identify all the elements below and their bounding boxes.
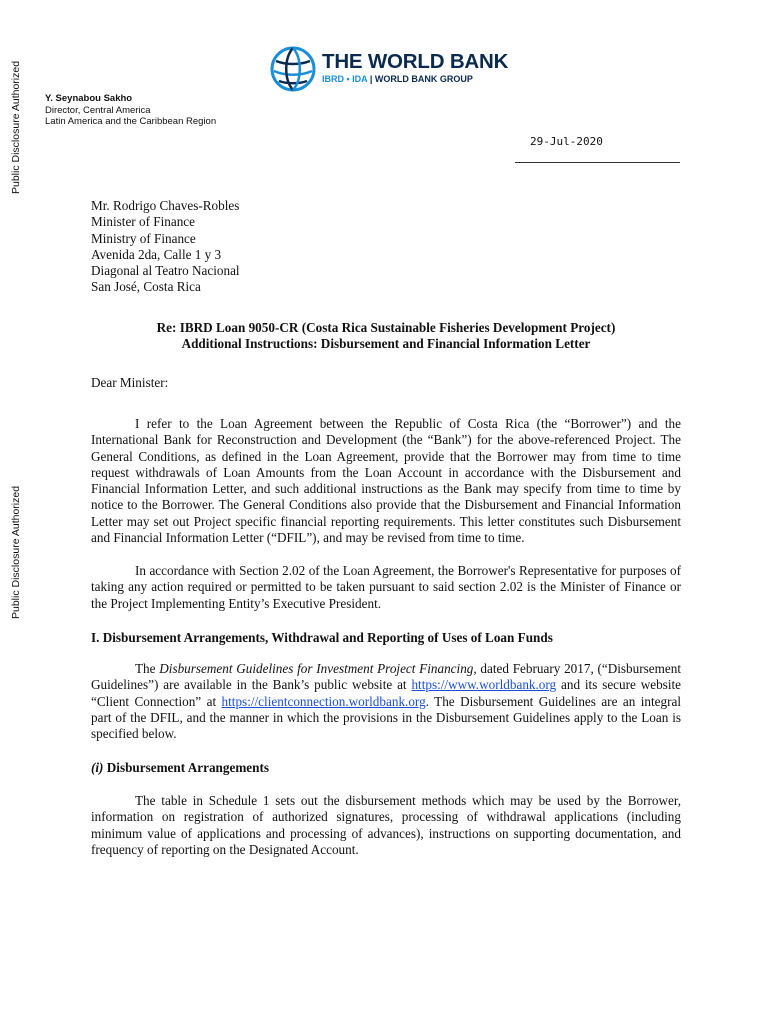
paragraph-3-text: and its secure website “Client Connection” at bbox=[91, 677, 681, 709]
subject-block bbox=[91, 320, 681, 353]
logo-title: THE WORLD BANK bbox=[322, 50, 509, 73]
subsection-title: Disbursement Arrangements bbox=[103, 760, 270, 775]
paragraph-2-text: In accordance with Section 2.02 of the Loan Agreement, the Borrower's Representative for purposes of taking any action required or permitted to be taken pursuant to said section 2.02 is the Minister of Finance or the Project Implementing Entity’s Executive President. bbox=[91, 563, 681, 611]
recipient-line: Mr. Rodrigo Chaves-Robles bbox=[91, 198, 240, 213]
world-bank-logo bbox=[270, 44, 510, 94]
recipient-line: Avenida 2da, Calle 1 y 3 bbox=[91, 246, 222, 262]
logo-sub-right: WORLD BANK GROUP bbox=[374, 74, 473, 84]
worldbank-link[interactable]: https://www.worldbank.org bbox=[411, 677, 557, 693]
disclosure-stamp: Public Disclosure Authorized bbox=[10, 485, 22, 619]
paragraph-3 bbox=[91, 661, 681, 742]
recipient-line: Diagonal al Teatro Nacional bbox=[91, 263, 240, 279]
recipient-line: Ministry of Finance bbox=[91, 230, 196, 246]
clientconnection-link[interactable]: https://clientconnection.worldbank.org bbox=[221, 693, 426, 709]
subsection-heading bbox=[91, 760, 269, 776]
subject-line-2: Additional Instructions: Disbursement and Financial Information Letter bbox=[181, 336, 591, 352]
date-underline bbox=[515, 162, 680, 163]
logo-sub-separator: | bbox=[369, 74, 373, 84]
logo-subtitle bbox=[322, 74, 473, 84]
logo-sub-left: IBRD • IDA bbox=[322, 74, 368, 84]
paragraph-1 bbox=[91, 416, 681, 546]
guidelines-title: Disbursement Guidelines for Investment Project Financing, bbox=[159, 661, 477, 676]
salutation: Dear Minister: bbox=[91, 375, 169, 390]
sender-block bbox=[45, 93, 216, 128]
disclosure-stamp: Public Disclosure Authorized bbox=[10, 60, 22, 194]
paragraph-3-text: The bbox=[135, 661, 160, 676]
subject-line-1: Re: IBRD Loan 9050-CR (Costa Rica Sustainable Fisheries Development Project) bbox=[156, 320, 616, 335]
letter-date: 29-Jul-2020 bbox=[530, 135, 603, 148]
section-heading: I. Disbursement Arrangements, Withdrawal and Reporting of Uses of Loan Funds bbox=[91, 630, 553, 645]
paragraph-1-text: I refer to the Loan Agreement between the Republic of Costa Rica (the “Borrower”) and the International Bank for Reconstruction and Development (the “Bank”) for the above-referenced Project. The General Conditions, as defined in the Loan Agreement, provide that the Borrower may from time to time request withdrawals of Loan Amounts from the Loan Account in accordance with the Disbursement and Financial Information Letter, and such additional instructions as the Bank may specify from time to time by notice to the Borrower. The General Conditions also provide that the Disbursement and Financial Information Letter may set out Project specific financial reporting requirements. This letter constitutes such Disbursement and Financial Information Letter (“DFIL”), and may be revised from time to time. bbox=[91, 416, 681, 546]
globe-icon bbox=[270, 46, 316, 92]
subsection-number: (i) bbox=[91, 760, 104, 775]
recipient-line: San José, Costa Rica bbox=[91, 279, 201, 295]
paragraph-3-text: . The Disbursement Guidelines are an integral part of the DFIL, and the manner in which the provisions in the Disbursement Guidelines apply to the Loan is specified below. bbox=[91, 693, 681, 742]
sender-title: Director, Central America bbox=[45, 104, 151, 116]
sender-name: Y. Seynabou Sakho bbox=[45, 93, 133, 104]
sender-region: Latin America and the Caribbean Region bbox=[45, 116, 217, 127]
paragraph-3-text: dated February 2017, (“Disbursement Guidelines”) are available in the Bank’s public website at bbox=[91, 661, 681, 693]
recipient-line: Minister of Finance bbox=[91, 214, 196, 230]
recipient-address bbox=[91, 198, 240, 296]
paragraph-4 bbox=[91, 793, 681, 858]
paragraph-2 bbox=[91, 563, 681, 612]
paragraph-4-text: The table in Schedule 1 sets out the disbursement methods which may be used by the Borrower, information on registration of authorized signatures, processing of withdrawal applications (including minimum value of applications and processing of advances), instructions on supporting documentation, and frequency of reporting on the Designated Account. bbox=[91, 793, 681, 857]
